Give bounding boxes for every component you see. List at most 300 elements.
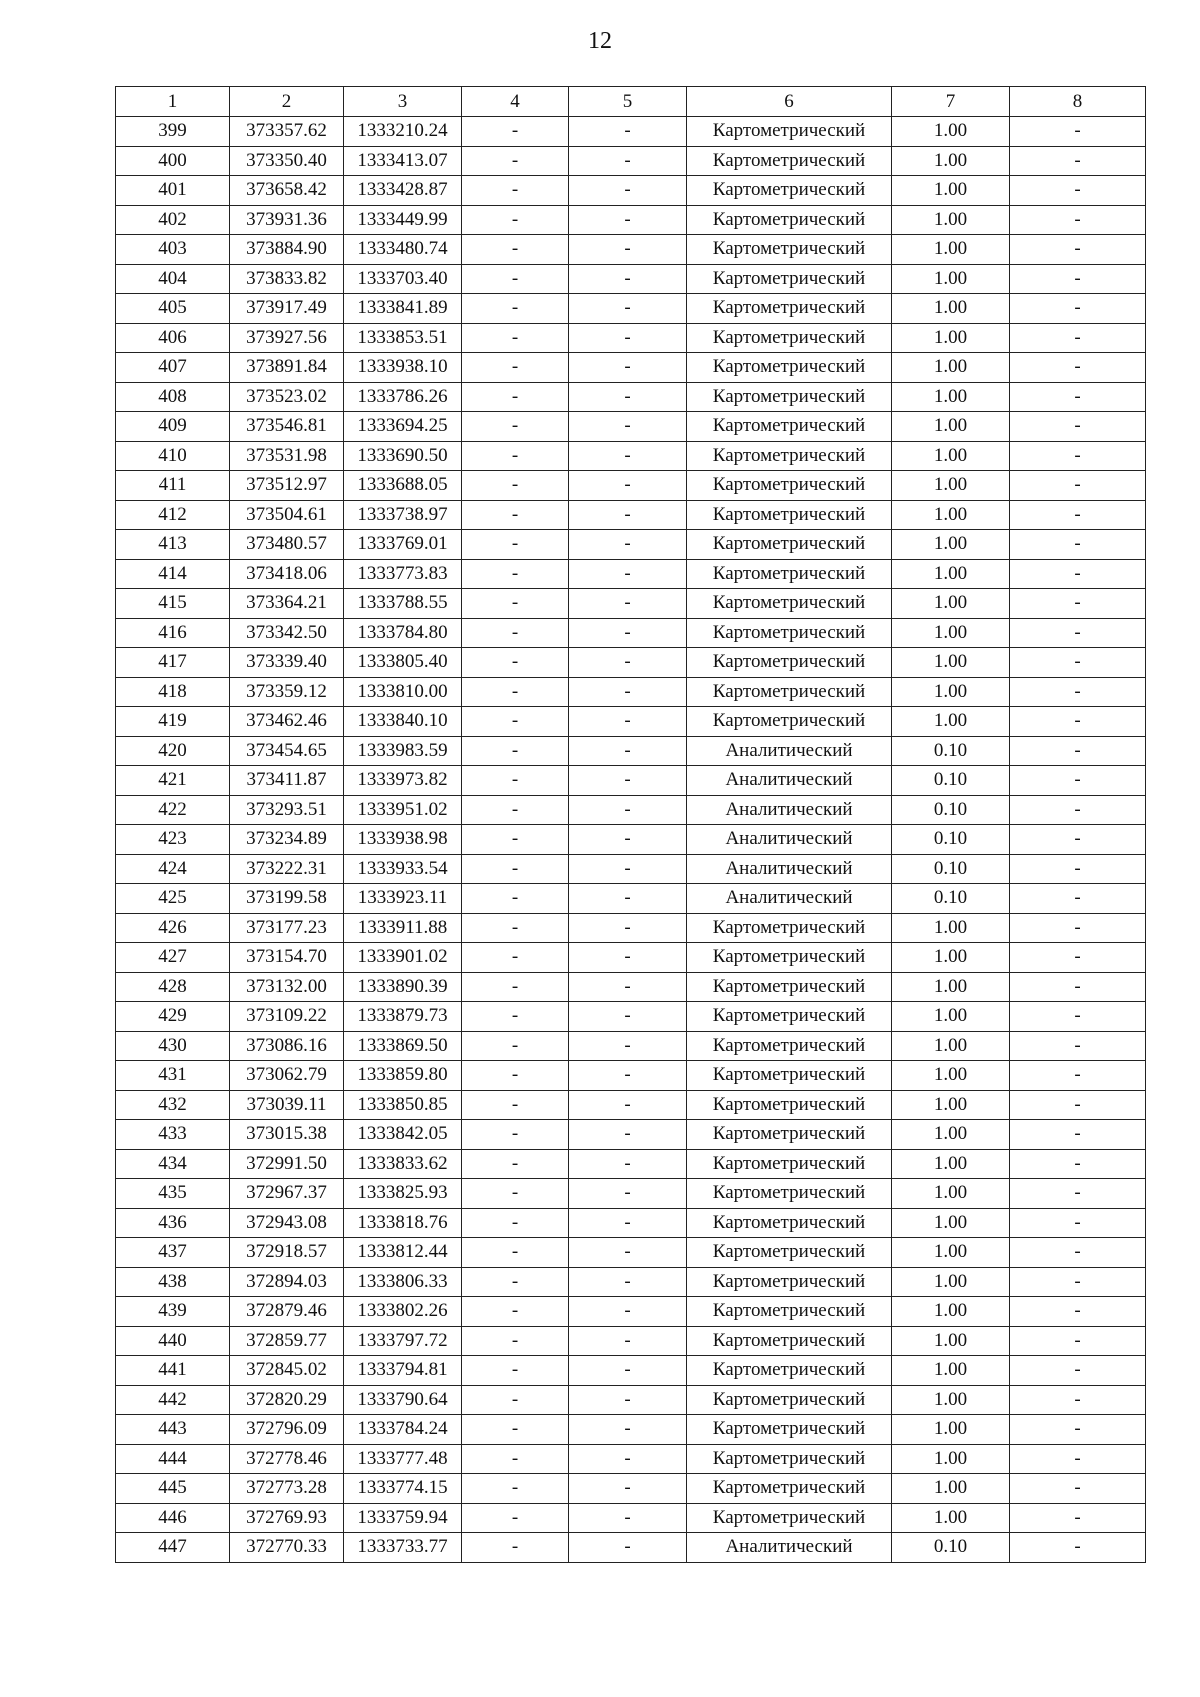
table-cell-col-3: 1333784.80 bbox=[344, 618, 462, 648]
table-cell-col-3: 1333769.01 bbox=[344, 530, 462, 560]
table-cell-col-3: 1333773.83 bbox=[344, 559, 462, 589]
table-row bbox=[116, 825, 1146, 855]
table-cell-col-8: - bbox=[1010, 559, 1146, 589]
table-cell-col-7: 1.00 bbox=[892, 1149, 1010, 1179]
table-cell-col-3: 1333777.48 bbox=[344, 1444, 462, 1474]
table-cell-col-6: Картометрический bbox=[687, 205, 892, 235]
table-cell-col-3: 1333428.87 bbox=[344, 176, 462, 206]
table-cell-col-7: 1.00 bbox=[892, 559, 1010, 589]
table-cell-col-3: 1333688.05 bbox=[344, 471, 462, 501]
table-row bbox=[116, 707, 1146, 737]
table-row bbox=[116, 117, 1146, 147]
table-cell-col-5: - bbox=[569, 323, 687, 353]
table-cell-col-3: 1333788.55 bbox=[344, 589, 462, 619]
table-row bbox=[116, 1267, 1146, 1297]
table-cell-col-5: - bbox=[569, 618, 687, 648]
table-row bbox=[116, 1503, 1146, 1533]
table-cell-col-8: - bbox=[1010, 1149, 1146, 1179]
table-row bbox=[116, 766, 1146, 796]
table-cell-col-3: 1333840.10 bbox=[344, 707, 462, 737]
table-cell-col-1: 425 bbox=[116, 884, 230, 914]
table-cell-col-2: 373512.97 bbox=[230, 471, 344, 501]
table-cell-col-2: 373658.42 bbox=[230, 176, 344, 206]
table-cell-col-8: - bbox=[1010, 146, 1146, 176]
table-cell-col-1: 433 bbox=[116, 1120, 230, 1150]
table-cell-col-1: 409 bbox=[116, 412, 230, 442]
table-cell-col-7: 1.00 bbox=[892, 530, 1010, 560]
table-cell-col-2: 373293.51 bbox=[230, 795, 344, 825]
table-cell-col-4: - bbox=[462, 146, 569, 176]
table-cell-col-4: - bbox=[462, 471, 569, 501]
table-cell-col-4: - bbox=[462, 677, 569, 707]
table-cell-col-5: - bbox=[569, 943, 687, 973]
table-cell-col-1: 440 bbox=[116, 1326, 230, 1356]
table-row bbox=[116, 1474, 1146, 1504]
table-cell-col-3: 1333853.51 bbox=[344, 323, 462, 353]
table-cell-col-2: 373546.81 bbox=[230, 412, 344, 442]
table-cell-col-1: 406 bbox=[116, 323, 230, 353]
table-cell-col-5: - bbox=[569, 1326, 687, 1356]
table-cell-col-7: 1.00 bbox=[892, 1061, 1010, 1091]
table-cell-col-8: - bbox=[1010, 1120, 1146, 1150]
table-cell-col-4: - bbox=[462, 176, 569, 206]
table-cell-col-8: - bbox=[1010, 1208, 1146, 1238]
table-cell-col-8: - bbox=[1010, 707, 1146, 737]
table-cell-col-8: - bbox=[1010, 1356, 1146, 1386]
table-cell-col-8: - bbox=[1010, 412, 1146, 442]
table-cell-col-1: 410 bbox=[116, 441, 230, 471]
table-cell-col-1: 413 bbox=[116, 530, 230, 560]
table-cell-col-1: 408 bbox=[116, 382, 230, 412]
table-cell-col-3: 1333951.02 bbox=[344, 795, 462, 825]
table-cell-col-6: Аналитический bbox=[687, 766, 892, 796]
table-row bbox=[116, 264, 1146, 294]
table-cell-col-5: - bbox=[569, 1208, 687, 1238]
table-cell-col-2: 372796.09 bbox=[230, 1415, 344, 1445]
table-cell-col-1: 405 bbox=[116, 294, 230, 324]
table-cell-col-5: - bbox=[569, 1061, 687, 1091]
table-cell-col-7: 0.10 bbox=[892, 825, 1010, 855]
table-cell-col-6: Картометрический bbox=[687, 294, 892, 324]
table-cell-col-4: - bbox=[462, 500, 569, 530]
table-cell-col-1: 444 bbox=[116, 1444, 230, 1474]
table-cell-col-2: 373086.16 bbox=[230, 1031, 344, 1061]
table-cell-col-8: - bbox=[1010, 589, 1146, 619]
table-cell-col-4: - bbox=[462, 117, 569, 147]
table-cell-col-5: - bbox=[569, 795, 687, 825]
table-row bbox=[116, 854, 1146, 884]
table-cell-col-7: 1.00 bbox=[892, 264, 1010, 294]
table-cell-col-2: 373357.62 bbox=[230, 117, 344, 147]
table-cell-col-4: - bbox=[462, 1415, 569, 1445]
table-cell-col-4: - bbox=[462, 589, 569, 619]
table-cell-col-7: 1.00 bbox=[892, 323, 1010, 353]
table-cell-col-7: 0.10 bbox=[892, 1533, 1010, 1563]
table-cell-col-5: - bbox=[569, 530, 687, 560]
table-cell-col-4: - bbox=[462, 707, 569, 737]
table-cell-col-4: - bbox=[462, 648, 569, 678]
table-cell-col-5: - bbox=[569, 884, 687, 914]
table-row bbox=[116, 1179, 1146, 1209]
table-row bbox=[116, 500, 1146, 530]
table-cell-col-5: - bbox=[569, 264, 687, 294]
table-cell-col-3: 1333825.93 bbox=[344, 1179, 462, 1209]
column-header-1: 1 bbox=[116, 87, 230, 117]
table-cell-col-6: Картометрический bbox=[687, 677, 892, 707]
table-cell-col-2: 373015.38 bbox=[230, 1120, 344, 1150]
table-cell-col-6: Картометрический bbox=[687, 530, 892, 560]
column-header-8: 8 bbox=[1010, 87, 1146, 117]
table-row bbox=[116, 1208, 1146, 1238]
table-cell-col-3: 1333812.44 bbox=[344, 1238, 462, 1268]
table-body bbox=[116, 117, 1146, 1563]
table-row bbox=[116, 913, 1146, 943]
table-cell-col-2: 372894.03 bbox=[230, 1267, 344, 1297]
table-row bbox=[116, 176, 1146, 206]
table-row bbox=[116, 471, 1146, 501]
table-cell-col-5: - bbox=[569, 1002, 687, 1032]
table-cell-col-1: 437 bbox=[116, 1238, 230, 1268]
table-cell-col-8: - bbox=[1010, 1061, 1146, 1091]
table-row bbox=[116, 235, 1146, 265]
table-row bbox=[116, 353, 1146, 383]
table-cell-col-7: 1.00 bbox=[892, 1238, 1010, 1268]
table-cell-col-4: - bbox=[462, 1326, 569, 1356]
table-cell-col-5: - bbox=[569, 176, 687, 206]
table-cell-col-7: 1.00 bbox=[892, 205, 1010, 235]
table-cell-col-8: - bbox=[1010, 618, 1146, 648]
table-cell-col-5: - bbox=[569, 1179, 687, 1209]
table-cell-col-1: 404 bbox=[116, 264, 230, 294]
table-cell-col-8: - bbox=[1010, 736, 1146, 766]
table-cell-col-3: 1333842.05 bbox=[344, 1120, 462, 1150]
table-cell-col-2: 372967.37 bbox=[230, 1179, 344, 1209]
table-cell-col-6: Картометрический bbox=[687, 1385, 892, 1415]
table-cell-col-3: 1333802.26 bbox=[344, 1297, 462, 1327]
table-cell-col-7: 1.00 bbox=[892, 1356, 1010, 1386]
table-cell-col-2: 373480.57 bbox=[230, 530, 344, 560]
table-cell-col-6: Картометрический bbox=[687, 353, 892, 383]
table-cell-col-6: Картометрический bbox=[687, 1149, 892, 1179]
table-cell-col-3: 1333911.88 bbox=[344, 913, 462, 943]
table-cell-col-2: 373109.22 bbox=[230, 1002, 344, 1032]
table-cell-col-4: - bbox=[462, 854, 569, 884]
table-cell-col-1: 435 bbox=[116, 1179, 230, 1209]
table-cell-col-7: 0.10 bbox=[892, 884, 1010, 914]
table-cell-col-7: 1.00 bbox=[892, 1179, 1010, 1209]
table-cell-col-1: 432 bbox=[116, 1090, 230, 1120]
table-cell-col-3: 1333480.74 bbox=[344, 235, 462, 265]
table-cell-col-5: - bbox=[569, 1474, 687, 1504]
table-cell-col-3: 1333890.39 bbox=[344, 972, 462, 1002]
table-cell-col-8: - bbox=[1010, 884, 1146, 914]
table-cell-col-7: 1.00 bbox=[892, 1090, 1010, 1120]
table-cell-col-5: - bbox=[569, 736, 687, 766]
table-cell-col-5: - bbox=[569, 1444, 687, 1474]
table-cell-col-6: Картометрический bbox=[687, 1179, 892, 1209]
table-cell-col-3: 1333805.40 bbox=[344, 648, 462, 678]
table-cell-col-1: 415 bbox=[116, 589, 230, 619]
table-cell-col-7: 1.00 bbox=[892, 471, 1010, 501]
table-cell-col-8: - bbox=[1010, 1533, 1146, 1563]
table-cell-col-5: - bbox=[569, 589, 687, 619]
table-cell-col-4: - bbox=[462, 235, 569, 265]
table-cell-col-2: 372778.46 bbox=[230, 1444, 344, 1474]
table-cell-col-2: 373504.61 bbox=[230, 500, 344, 530]
table-cell-col-4: - bbox=[462, 412, 569, 442]
table-cell-col-5: - bbox=[569, 1385, 687, 1415]
table-row bbox=[116, 530, 1146, 560]
table-cell-col-1: 421 bbox=[116, 766, 230, 796]
table-cell-col-1: 402 bbox=[116, 205, 230, 235]
table-cell-col-4: - bbox=[462, 353, 569, 383]
table-row bbox=[116, 677, 1146, 707]
table-cell-col-7: 1.00 bbox=[892, 500, 1010, 530]
table-cell-col-8: - bbox=[1010, 1002, 1146, 1032]
table-cell-col-6: Картометрический bbox=[687, 323, 892, 353]
table-cell-col-2: 372943.08 bbox=[230, 1208, 344, 1238]
table-cell-col-3: 1333690.50 bbox=[344, 441, 462, 471]
table-cell-col-1: 436 bbox=[116, 1208, 230, 1238]
table-row bbox=[116, 618, 1146, 648]
table-cell-col-7: 1.00 bbox=[892, 117, 1010, 147]
table-cell-col-3: 1333786.26 bbox=[344, 382, 462, 412]
table-cell-col-3: 1333806.33 bbox=[344, 1267, 462, 1297]
table-cell-col-4: - bbox=[462, 1090, 569, 1120]
table-cell-col-5: - bbox=[569, 1297, 687, 1327]
table-cell-col-2: 373891.84 bbox=[230, 353, 344, 383]
table-cell-col-8: - bbox=[1010, 500, 1146, 530]
table-cell-col-1: 414 bbox=[116, 559, 230, 589]
table-cell-col-3: 1333790.64 bbox=[344, 1385, 462, 1415]
table-cell-col-7: 1.00 bbox=[892, 943, 1010, 973]
table-cell-col-4: - bbox=[462, 1267, 569, 1297]
table-cell-col-4: - bbox=[462, 205, 569, 235]
table-row bbox=[116, 323, 1146, 353]
table-cell-col-6: Картометрический bbox=[687, 1267, 892, 1297]
table-row bbox=[116, 1356, 1146, 1386]
table-cell-col-7: 1.00 bbox=[892, 1031, 1010, 1061]
table-cell-col-3: 1333879.73 bbox=[344, 1002, 462, 1032]
table-cell-col-4: - bbox=[462, 264, 569, 294]
table-cell-col-2: 372773.28 bbox=[230, 1474, 344, 1504]
table-cell-col-5: - bbox=[569, 972, 687, 1002]
table-cell-col-1: 427 bbox=[116, 943, 230, 973]
table-cell-col-2: 373222.31 bbox=[230, 854, 344, 884]
table-cell-col-3: 1333733.77 bbox=[344, 1533, 462, 1563]
table-cell-col-7: 1.00 bbox=[892, 618, 1010, 648]
table-cell-col-5: - bbox=[569, 766, 687, 796]
table-cell-col-6: Картометрический bbox=[687, 264, 892, 294]
table-cell-col-2: 373199.58 bbox=[230, 884, 344, 914]
table-cell-col-6: Картометрический bbox=[687, 1061, 892, 1091]
table-cell-col-1: 447 bbox=[116, 1533, 230, 1563]
table-cell-col-5: - bbox=[569, 146, 687, 176]
table-cell-col-1: 411 bbox=[116, 471, 230, 501]
table-cell-col-2: 373418.06 bbox=[230, 559, 344, 589]
table-cell-col-8: - bbox=[1010, 117, 1146, 147]
table-cell-col-4: - bbox=[462, 1149, 569, 1179]
table-cell-col-8: - bbox=[1010, 677, 1146, 707]
table-row bbox=[116, 1533, 1146, 1563]
table-cell-col-6: Картометрический bbox=[687, 1356, 892, 1386]
table-cell-col-4: - bbox=[462, 1208, 569, 1238]
table-cell-col-2: 373177.23 bbox=[230, 913, 344, 943]
table-cell-col-7: 1.00 bbox=[892, 353, 1010, 383]
table-cell-col-7: 0.10 bbox=[892, 854, 1010, 884]
table-cell-col-8: - bbox=[1010, 471, 1146, 501]
table-cell-col-7: 0.10 bbox=[892, 766, 1010, 796]
table-cell-col-6: Картометрический bbox=[687, 1090, 892, 1120]
table-cell-col-5: - bbox=[569, 471, 687, 501]
table-cell-col-7: 0.10 bbox=[892, 736, 1010, 766]
coordinates-table bbox=[115, 86, 1146, 1563]
header-row bbox=[116, 87, 1146, 117]
table-cell-col-7: 1.00 bbox=[892, 648, 1010, 678]
table-cell-col-7: 1.00 bbox=[892, 294, 1010, 324]
table-cell-col-8: - bbox=[1010, 1503, 1146, 1533]
table-cell-col-4: - bbox=[462, 323, 569, 353]
table-cell-col-7: 1.00 bbox=[892, 1297, 1010, 1327]
table-cell-col-6: Аналитический bbox=[687, 854, 892, 884]
table-cell-col-1: 442 bbox=[116, 1385, 230, 1415]
column-header-3: 3 bbox=[344, 87, 462, 117]
table-cell-col-1: 441 bbox=[116, 1356, 230, 1386]
table-cell-col-5: - bbox=[569, 913, 687, 943]
table-row bbox=[116, 589, 1146, 619]
table-cell-col-1: 417 bbox=[116, 648, 230, 678]
table-cell-col-3: 1333869.50 bbox=[344, 1031, 462, 1061]
table-cell-col-6: Картометрический bbox=[687, 1444, 892, 1474]
table-cell-col-8: - bbox=[1010, 1415, 1146, 1445]
table-cell-col-2: 373039.11 bbox=[230, 1090, 344, 1120]
table-cell-col-2: 373339.40 bbox=[230, 648, 344, 678]
table-cell-col-3: 1333784.24 bbox=[344, 1415, 462, 1445]
table-cell-col-2: 372859.77 bbox=[230, 1326, 344, 1356]
table-cell-col-1: 401 bbox=[116, 176, 230, 206]
table-cell-col-7: 1.00 bbox=[892, 1120, 1010, 1150]
table-cell-col-1: 430 bbox=[116, 1031, 230, 1061]
table-cell-col-7: 1.00 bbox=[892, 1503, 1010, 1533]
table-cell-col-8: - bbox=[1010, 1267, 1146, 1297]
table-cell-col-4: - bbox=[462, 1503, 569, 1533]
table-cell-col-5: - bbox=[569, 1031, 687, 1061]
table-cell-col-5: - bbox=[569, 825, 687, 855]
table-cell-col-3: 1333938.98 bbox=[344, 825, 462, 855]
table-row bbox=[116, 382, 1146, 412]
table-cell-col-4: - bbox=[462, 1031, 569, 1061]
table-cell-col-5: - bbox=[569, 500, 687, 530]
table-row bbox=[116, 1120, 1146, 1150]
table-cell-col-3: 1333938.10 bbox=[344, 353, 462, 383]
table-cell-col-4: - bbox=[462, 382, 569, 412]
table-cell-col-5: - bbox=[569, 117, 687, 147]
table-cell-col-2: 373931.36 bbox=[230, 205, 344, 235]
table-cell-col-7: 1.00 bbox=[892, 913, 1010, 943]
table-row bbox=[116, 648, 1146, 678]
table-cell-col-8: - bbox=[1010, 1474, 1146, 1504]
table-cell-col-2: 372918.57 bbox=[230, 1238, 344, 1268]
table-cell-col-5: - bbox=[569, 1120, 687, 1150]
table-cell-col-4: - bbox=[462, 825, 569, 855]
table-cell-col-7: 1.00 bbox=[892, 1474, 1010, 1504]
table-cell-col-4: - bbox=[462, 736, 569, 766]
table-row bbox=[116, 1297, 1146, 1327]
table-cell-col-4: - bbox=[462, 1297, 569, 1327]
table-cell-col-4: - bbox=[462, 1002, 569, 1032]
table-cell-col-2: 373154.70 bbox=[230, 943, 344, 973]
table-row bbox=[116, 1238, 1146, 1268]
table-cell-col-3: 1333923.11 bbox=[344, 884, 462, 914]
table-cell-col-1: 420 bbox=[116, 736, 230, 766]
table-cell-col-2: 372991.50 bbox=[230, 1149, 344, 1179]
table-cell-col-4: - bbox=[462, 1356, 569, 1386]
table-cell-col-8: - bbox=[1010, 1031, 1146, 1061]
column-header-6: 6 bbox=[687, 87, 892, 117]
table-cell-col-6: Картометрический bbox=[687, 146, 892, 176]
table-cell-col-5: - bbox=[569, 294, 687, 324]
table-cell-col-7: 1.00 bbox=[892, 382, 1010, 412]
table-cell-col-3: 1333810.00 bbox=[344, 677, 462, 707]
table-cell-col-4: - bbox=[462, 1385, 569, 1415]
table-cell-col-7: 1.00 bbox=[892, 1385, 1010, 1415]
table-cell-col-8: - bbox=[1010, 353, 1146, 383]
table-cell-col-6: Картометрический bbox=[687, 972, 892, 1002]
table-cell-col-6: Картометрический bbox=[687, 1297, 892, 1327]
table-row bbox=[116, 1061, 1146, 1091]
table-cell-col-5: - bbox=[569, 1090, 687, 1120]
table-cell-col-7: 1.00 bbox=[892, 589, 1010, 619]
table-cell-col-2: 373062.79 bbox=[230, 1061, 344, 1091]
table-cell-col-2: 373531.98 bbox=[230, 441, 344, 471]
table-cell-col-7: 1.00 bbox=[892, 441, 1010, 471]
table-cell-col-7: 1.00 bbox=[892, 1208, 1010, 1238]
table-cell-col-3: 1333738.97 bbox=[344, 500, 462, 530]
table-row bbox=[116, 1385, 1146, 1415]
table-cell-col-7: 1.00 bbox=[892, 1444, 1010, 1474]
table-cell-col-8: - bbox=[1010, 1179, 1146, 1209]
table-cell-col-5: - bbox=[569, 648, 687, 678]
table-row bbox=[116, 1090, 1146, 1120]
table-cell-col-2: 373411.87 bbox=[230, 766, 344, 796]
table-cell-col-6: Картометрический bbox=[687, 1120, 892, 1150]
table-cell-col-7: 1.00 bbox=[892, 1415, 1010, 1445]
table-cell-col-2: 373350.40 bbox=[230, 146, 344, 176]
table-cell-col-8: - bbox=[1010, 1326, 1146, 1356]
table-cell-col-3: 1333413.07 bbox=[344, 146, 462, 176]
table-cell-col-3: 1333759.94 bbox=[344, 1503, 462, 1533]
table-cell-col-1: 434 bbox=[116, 1149, 230, 1179]
table-cell-col-2: 373833.82 bbox=[230, 264, 344, 294]
table-cell-col-7: 1.00 bbox=[892, 972, 1010, 1002]
table-cell-col-5: - bbox=[569, 205, 687, 235]
table-row bbox=[116, 1002, 1146, 1032]
table-cell-col-5: - bbox=[569, 1267, 687, 1297]
table-cell-col-1: 446 bbox=[116, 1503, 230, 1533]
table-cell-col-2: 373884.90 bbox=[230, 235, 344, 265]
table-cell-col-3: 1333797.72 bbox=[344, 1326, 462, 1356]
table-cell-col-6: Картометрический bbox=[687, 235, 892, 265]
table-cell-col-2: 372879.46 bbox=[230, 1297, 344, 1327]
table-cell-col-3: 1333841.89 bbox=[344, 294, 462, 324]
table-cell-col-6: Картометрический bbox=[687, 648, 892, 678]
table-cell-col-7: 1.00 bbox=[892, 707, 1010, 737]
table-cell-col-6: Картометрический bbox=[687, 1326, 892, 1356]
table-cell-col-8: - bbox=[1010, 648, 1146, 678]
table-row bbox=[116, 412, 1146, 442]
table-cell-col-5: - bbox=[569, 1238, 687, 1268]
table-cell-col-8: - bbox=[1010, 795, 1146, 825]
